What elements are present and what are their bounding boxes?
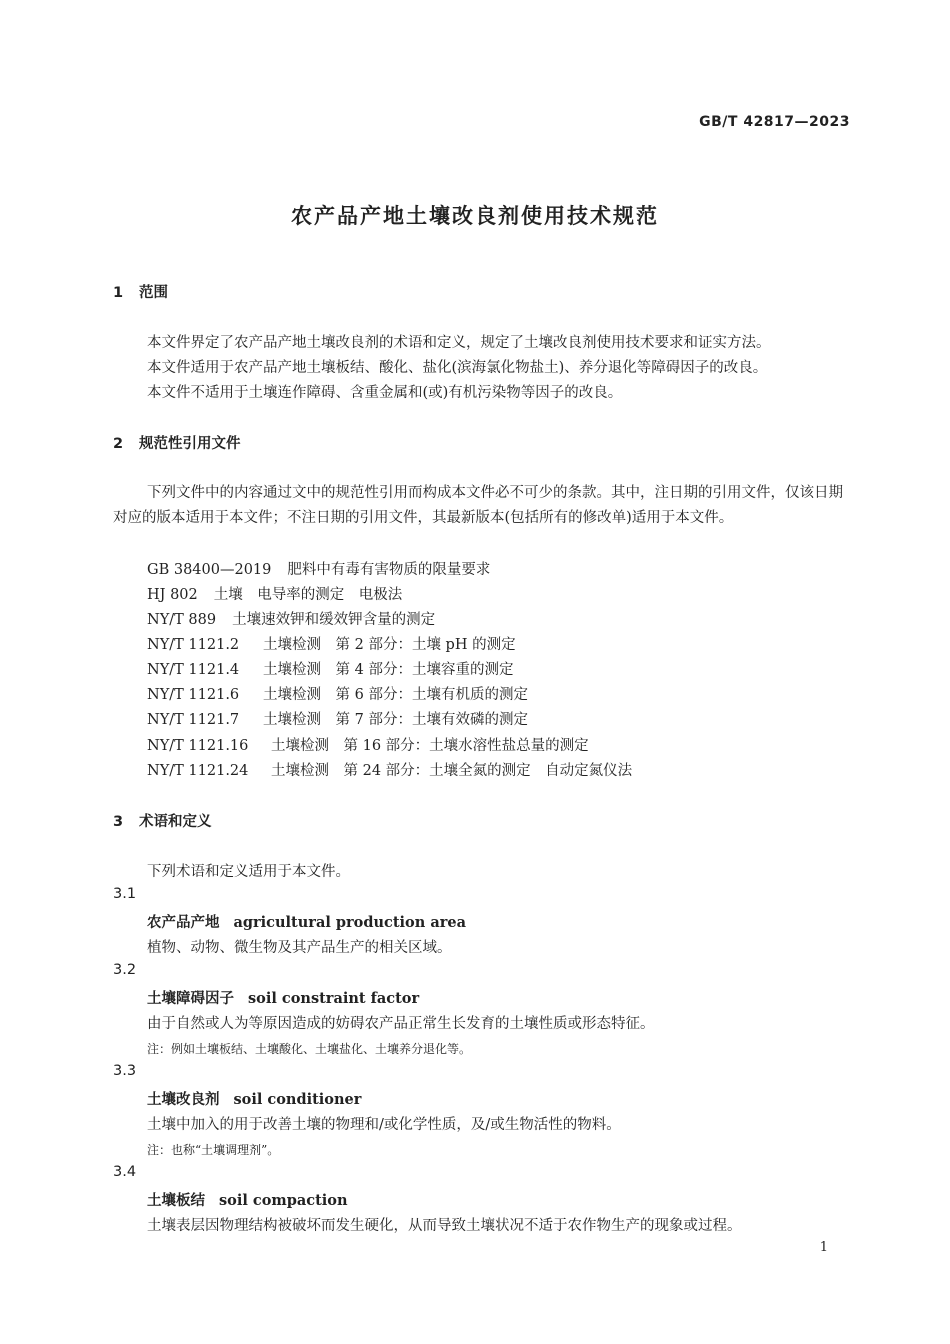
term-heading <box>147 1189 348 1210</box>
reference-title: 土壤检测 第 24 部分：土壤全氮的测定 自动定氮仪法 <box>271 763 633 779</box>
reference-code: NY/T 1121.7 <box>147 712 240 728</box>
term-note: 注：例如土壤板结、土壤酸化、土壤盐化、土壤养分退化等。 <box>147 1042 472 1056</box>
paragraph: 本文件不适用于土壤连作障碍、含重金属和(或)有机污染物等因子的改良。 <box>147 385 623 401</box>
term-definition: 土壤中加入的用于改善土壤的物理和/或化学性质，及/或生物活性的物料。 <box>147 1117 621 1133</box>
paragraph: 本文件界定了农产品产地土壤改良剂的术语和定义，规定了土壤改良剂使用技术要求和证实方法。 <box>147 335 771 351</box>
term-zh: 土壤障碍因子 <box>147 991 234 1007</box>
reference-code: NY/T 1121.16 <box>147 738 249 754</box>
term-definition: 由于自然或人为等原因造成的妨碍农产品正常生长发育的土壤性质或形态特征。 <box>147 1016 655 1032</box>
reference-code: NY/T 1121.4 <box>147 662 240 678</box>
section-title: 规范性引用文件 <box>139 436 241 452</box>
term-heading <box>147 911 466 932</box>
term-zh: 农产品产地 <box>147 915 220 931</box>
paragraph: 本文件适用于农产品产地土壤板结、酸化、盐化(滨海氯化物盐土)、养分退化等障碍因子的改良。 <box>147 360 768 376</box>
reference-item <box>147 658 513 679</box>
section-1-heading <box>113 281 168 302</box>
reference-item <box>147 683 528 704</box>
term-note: 注：也称“土壤调理剂”。 <box>147 1143 280 1157</box>
section-number: 1 <box>113 285 124 301</box>
reference-code: GB 38400—2019 <box>147 562 272 578</box>
document-title: 农产品产地土壤改良剂使用技术规范 <box>291 204 659 228</box>
term-en: soil compaction <box>219 1192 348 1209</box>
reference-title: 肥料中有毒有害物质的限量要求 <box>287 562 491 578</box>
reference-title: 土壤检测 第 16 部分：土壤水溶性盐总量的测定 <box>271 738 589 754</box>
term-number: 3.4 <box>113 1164 137 1180</box>
term-number: 3.3 <box>113 1063 137 1079</box>
reference-item <box>147 734 589 755</box>
term-definition: 土壤表层因物理结构被破坏而发生硬化，从而导致土壤状况不适于农作物生产的现象或过程。 <box>147 1218 742 1234</box>
paragraph: 下列文件中的内容通过文中的规范性引用而构成本文件必不可少的条款。其中，注日期的引用文件，仅该日期对应的版本适用于本文件；不注日期的引用文件，其最新版本(包括所有的修改单)适用于本文件。 <box>113 485 843 526</box>
reference-code: NY/T 1121.6 <box>147 687 240 703</box>
reference-title: 土壤 电导率的测定 电极法 <box>213 587 403 603</box>
standard-code: GB/T 42817—2023 <box>699 114 850 130</box>
section-3-heading <box>113 810 212 831</box>
reference-code: NY/T 1121.2 <box>147 637 240 653</box>
term-zh: 土壤改良剂 <box>147 1092 220 1108</box>
paragraph: 下列术语和定义适用于本文件。 <box>147 864 350 880</box>
term-heading <box>147 987 419 1008</box>
reference-title: 土壤检测 第 4 部分：土壤容重的测定 <box>263 662 514 678</box>
reference-title: 土壤检测 第 7 部分：土壤有效磷的测定 <box>263 712 528 728</box>
section-title: 术语和定义 <box>139 814 212 830</box>
term-en: agricultural production area <box>233 914 466 931</box>
reference-item <box>147 608 435 629</box>
reference-item <box>147 583 402 604</box>
term-heading <box>147 1088 361 1109</box>
term-number: 3.2 <box>113 962 137 978</box>
reference-item <box>147 759 632 780</box>
reference-title: 土壤检测 第 6 部分：土壤有机质的测定 <box>263 687 528 703</box>
term-zh: 土壤板结 <box>147 1193 205 1209</box>
reference-code: NY/T 889 <box>147 612 217 628</box>
term-number: 3.1 <box>113 886 137 902</box>
reference-code: NY/T 1121.24 <box>147 763 249 779</box>
reference-item <box>147 633 516 654</box>
reference-title: 土壤检测 第 2 部分：土壤 pH 的测定 <box>263 637 516 653</box>
reference-code: HJ 802 <box>147 587 198 603</box>
section-2-heading <box>113 432 241 453</box>
reference-title: 土壤速效钾和缓效钾含量的测定 <box>232 612 436 628</box>
term-definition: 植物、动物、微生物及其产品生产的相关区域。 <box>147 940 452 956</box>
reference-item <box>147 558 490 579</box>
section-title: 范围 <box>139 285 168 301</box>
section-number: 2 <box>113 436 124 452</box>
term-en: soil constraint factor <box>248 990 420 1007</box>
section-number: 3 <box>113 814 124 830</box>
page-number: 1 <box>819 1240 828 1255</box>
reference-item <box>147 708 528 729</box>
term-en: soil conditioner <box>233 1091 362 1108</box>
